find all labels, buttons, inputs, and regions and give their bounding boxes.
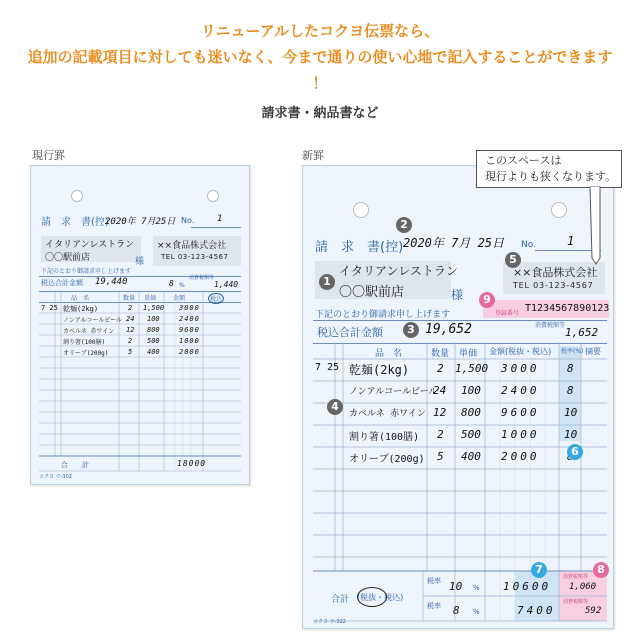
table-row-name: オリーブ(200g) xyxy=(349,454,425,465)
marker-6: 6 xyxy=(567,444,583,460)
new-tax-small-label: 消費税額等 xyxy=(563,574,589,580)
new-tax-label: 消費税額等 xyxy=(535,322,566,329)
current-date: 2020年 7月25日 xyxy=(105,217,176,227)
table-row-amount: 9600 xyxy=(179,326,200,334)
new-reg-value: T1234567890123 xyxy=(525,303,610,314)
current-header-name: 品 名 xyxy=(71,295,90,302)
current-customer: イタリアンレストラン xyxy=(45,240,135,250)
table-row-price: 500 xyxy=(461,428,481,441)
callout-line2: 現行よりも狭くなります。 xyxy=(485,170,617,183)
marker-2: 2 xyxy=(396,217,412,233)
marker-3: 3 xyxy=(403,322,419,338)
new-header-rate: 税率(%) xyxy=(561,348,584,355)
table-row-qty: 2 xyxy=(128,304,133,312)
marker-7: 7 xyxy=(531,562,547,578)
new-total-label: 税込合計金額 xyxy=(317,326,383,339)
table-row-name: ノンアルコールビール xyxy=(349,387,438,397)
table-row-name: オリーブ(200g) xyxy=(63,350,109,357)
new-header-price: 単価 xyxy=(459,349,478,359)
table-row-qty: 24 xyxy=(126,315,135,323)
new-honorific: 様 xyxy=(451,288,464,302)
headline-line1: リニューアルしたコクヨ伝票なら、 xyxy=(200,22,440,40)
new-pct1: % xyxy=(473,584,480,592)
table-row-name: カベルネ 赤ワイン xyxy=(63,328,115,335)
current-tax-label: 消費税額等 xyxy=(189,275,215,281)
table-row-name: 割り箸(100膳) xyxy=(63,339,106,346)
new-customer-sub: 〇〇駅前店 xyxy=(339,285,405,300)
current-tax-rate: 8 xyxy=(169,279,174,288)
current-customer-sub: 〇〇駅前店 xyxy=(45,253,91,263)
table-row-qty: 5 xyxy=(437,450,444,463)
current-notice: 下記のとおり御請求申し上げます xyxy=(41,268,132,275)
new-tax-small-label-2: 消費税額等 xyxy=(563,599,589,605)
new-header-qty: 数量 xyxy=(431,349,450,359)
marker-8: 8 xyxy=(593,562,609,578)
marker-5: 5 xyxy=(505,252,521,268)
current-date-col: 7 25 xyxy=(41,304,58,312)
new-notice: 下記のとおり御請求申し上げます xyxy=(315,310,451,320)
new-tax-value: 1,652 xyxy=(565,326,599,339)
table-row-qty: 24 xyxy=(433,384,447,397)
new-code: コクヨ ウ-322 xyxy=(313,619,346,625)
current-total-value: 19,440 xyxy=(95,277,128,287)
table-row-amount: 1000 xyxy=(501,428,540,441)
new-no-value: 1 xyxy=(567,234,575,248)
table-row-price: 100 xyxy=(147,315,160,323)
table-row-amount: 2400 xyxy=(501,384,540,397)
new-rate1: 10 xyxy=(449,580,463,593)
table-row-price: 800 xyxy=(147,326,160,334)
current-tax-value: 1,440 xyxy=(214,280,239,289)
headline-line3: ！ xyxy=(312,74,328,92)
current-tel: TEL 03-123-4567 xyxy=(161,253,229,261)
table-row-name: カベルネ 赤ワイン xyxy=(349,409,426,419)
new-date: 2020年 7月 25日 xyxy=(403,236,505,250)
table-row-qty: 2 xyxy=(128,337,133,345)
table-row-amount: 2400 xyxy=(179,315,200,323)
table-row-price: 800 xyxy=(461,406,481,419)
current-seller: ××食品株式会社 xyxy=(157,241,227,251)
new-seller: ××食品株式会社 xyxy=(513,266,598,279)
new-sum-label: 合計 xyxy=(331,595,350,605)
new-tax2: 592 xyxy=(585,606,602,616)
marker-9: 9 xyxy=(479,292,495,308)
table-row-qty: 2 xyxy=(437,428,444,441)
current-sum-label: 合 計 xyxy=(61,461,89,469)
current-total-label: 税込合計金額 xyxy=(41,279,83,287)
new-header-name: 品 名 xyxy=(375,349,403,359)
new-rate2: 8 xyxy=(453,604,460,617)
new-tax1: 1,060 xyxy=(569,582,597,592)
table-row-rate: 10 xyxy=(564,406,578,419)
table-row-price: 100 xyxy=(461,384,481,397)
table-row-rate: 10 xyxy=(564,428,578,441)
new-pct2: % xyxy=(473,608,480,616)
new-total-value: 19,652 xyxy=(425,322,472,337)
new-no-label: No. xyxy=(521,240,536,250)
new-reg-label: 登録番号 xyxy=(495,310,520,317)
table-row-rate: 8 xyxy=(567,384,574,397)
table-row-price: 400 xyxy=(461,450,481,463)
new-title: 請 求 書(控) xyxy=(315,240,404,255)
current-header-qty: 数量 xyxy=(123,295,136,302)
marker-4: 4 xyxy=(327,399,343,415)
table-row-name: 乾麺(2kg) xyxy=(63,305,99,313)
headline-line2: 追加の記載項目に対しても迷いなく、今まで通りの使い心地で記入することができます xyxy=(27,48,613,66)
current-title: 請 求 書(控) xyxy=(41,217,109,228)
table-row-name: 乾麺(2kg) xyxy=(349,363,410,377)
table-row-price: 1,500 xyxy=(143,304,165,312)
current-sum-value: 18000 xyxy=(177,459,207,468)
new-rate-label: 税率 xyxy=(427,577,441,585)
table-row-amount: 2000 xyxy=(501,450,540,463)
table-row-amount: 3000 xyxy=(501,362,540,375)
subtitle: 請求書・納品書など xyxy=(261,106,379,121)
marker-1: 1 xyxy=(319,274,335,290)
new-sum1: 10600 xyxy=(503,580,552,593)
new-customer: イタリアンレストラン xyxy=(339,264,458,278)
table-row-amount: 1000 xyxy=(179,337,200,345)
table-row-amount: 3000 xyxy=(179,304,200,312)
current-no-label: No. xyxy=(181,216,195,225)
current-honorific: 様 xyxy=(135,257,145,267)
table-row-rate: 8 xyxy=(567,362,574,375)
new-header-amount: 金額(税抜・税込) xyxy=(489,347,552,356)
table-row-qty: 5 xyxy=(128,348,133,356)
table-row-amount: 9600 xyxy=(501,406,540,419)
new-rate-label-2: 税率 xyxy=(427,602,441,610)
table-row-price: 500 xyxy=(147,337,160,345)
current-header-amount: 金額 xyxy=(173,295,186,302)
table-row-name: 割り箸(100膳) xyxy=(349,432,420,443)
callout-line1: このスペースは xyxy=(485,154,562,167)
new-sum-option: (税抜・税込) xyxy=(357,593,404,602)
new-header-note: 摘要 xyxy=(585,347,601,356)
new-label: 新罫 xyxy=(302,149,324,162)
table-row-amount: 2000 xyxy=(179,348,200,356)
table-row-qty: 12 xyxy=(126,326,135,334)
current-header-tax-incl: 税込 xyxy=(208,293,224,304)
current-no-value: 1 xyxy=(217,214,223,224)
current-tax-unit: % xyxy=(179,282,185,289)
table-row-price: 1,500 xyxy=(455,362,489,375)
new-sum2: 7400 xyxy=(517,604,556,617)
current-label: 現行罫 xyxy=(32,149,65,162)
table-row-name: ノンアルコールビール xyxy=(63,317,123,324)
table-row-qty: 2 xyxy=(437,362,444,375)
table-row-price: 400 xyxy=(147,348,160,356)
current-header-price: 単価 xyxy=(144,295,157,302)
current-code: コクヨ ウ-302 xyxy=(39,474,72,480)
new-date-col: 7 25 xyxy=(315,362,340,373)
table-row-qty: 12 xyxy=(433,406,447,419)
new-tel: TEL 03-123-4567 xyxy=(513,281,594,290)
